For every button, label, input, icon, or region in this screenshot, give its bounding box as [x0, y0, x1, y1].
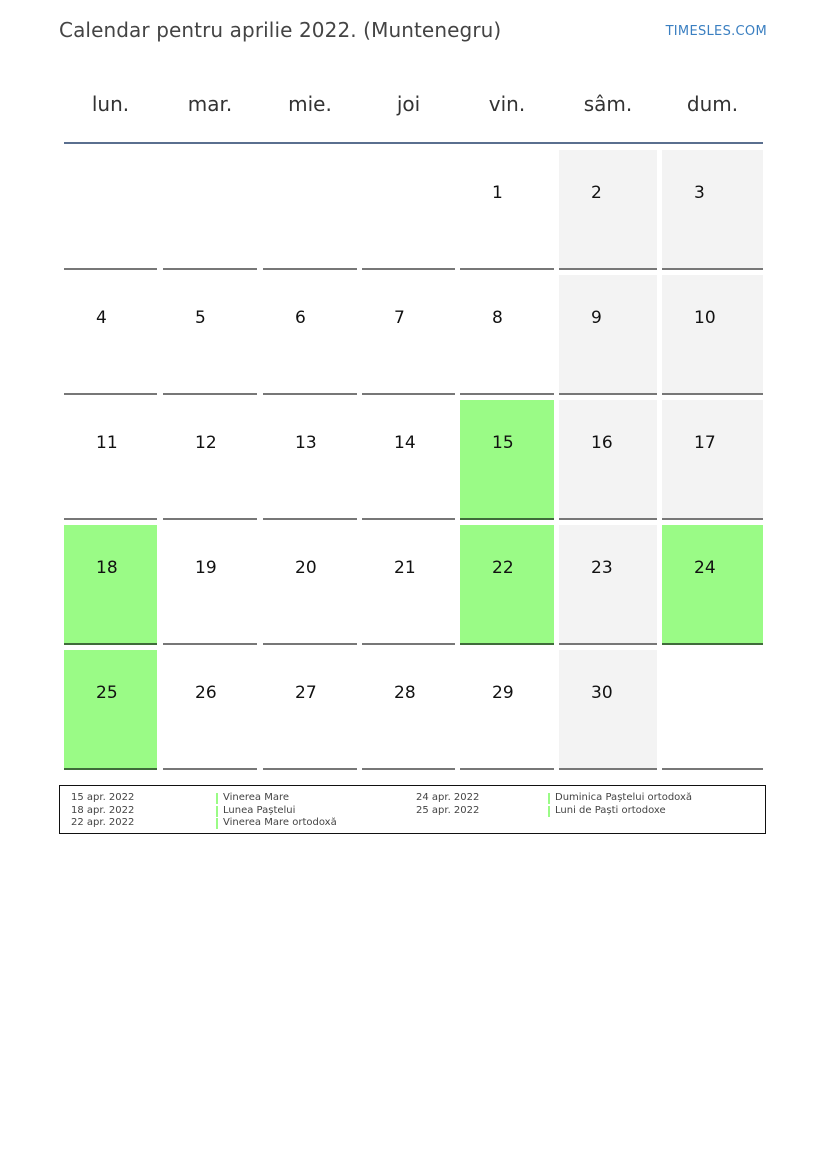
day-number: 7: [394, 308, 405, 328]
day-number: 1: [492, 183, 503, 203]
day-number: 11: [96, 433, 118, 453]
weekday-label: mie.: [288, 92, 332, 116]
weekday-label: sâm.: [583, 92, 633, 116]
day-cell[interactable]: [460, 150, 554, 270]
day-cell[interactable]: [163, 650, 257, 770]
day-number: 25: [96, 683, 118, 703]
header-divider: [64, 142, 763, 144]
day-cell[interactable]: [362, 400, 455, 520]
day-cell[interactable]: [263, 400, 357, 520]
day-number: 13: [295, 433, 317, 453]
day-number: 14: [394, 433, 416, 453]
day-number: 4: [96, 308, 107, 328]
legend-holiday-name: Lunea Paștelui: [223, 804, 296, 816]
day-cell[interactable]: [559, 650, 657, 770]
day-number: 21: [394, 558, 416, 578]
legend-holiday-name: Vinerea Mare: [223, 792, 290, 803]
weekday-label: mar.: [187, 92, 233, 116]
day-cell[interactable]: [662, 400, 763, 520]
day-cell[interactable]: [662, 150, 763, 270]
day-number: 9: [591, 308, 602, 328]
day-cell[interactable]: [460, 400, 554, 520]
day-number: 3: [694, 183, 705, 203]
weekday-label: joi: [396, 92, 421, 116]
day-number: 5: [195, 308, 206, 328]
legend-date: 25 apr. 2022: [416, 804, 480, 816]
legend-date: 15 apr. 2022: [71, 792, 135, 803]
day-cell[interactable]: [460, 275, 554, 395]
legend-holiday-name: Vinerea Mare ortodoxă: [223, 817, 337, 828]
day-cell[interactable]: [163, 400, 257, 520]
day-number: 23: [591, 558, 613, 578]
day-number: 15: [492, 433, 514, 453]
day-number: 19: [195, 558, 217, 578]
day-number: 8: [492, 308, 503, 328]
holiday-legend: [59, 785, 766, 834]
weekday-label: dum.: [686, 92, 739, 116]
day-cell[interactable]: [263, 650, 357, 770]
day-cell[interactable]: [559, 275, 657, 395]
day-cell[interactable]: [460, 525, 554, 645]
day-cell[interactable]: [362, 650, 455, 770]
day-number: 18: [96, 558, 118, 578]
page-title: Calendar pentru aprilie 2022. (Muntenegru): [59, 18, 502, 42]
day-cell[interactable]: [64, 650, 157, 770]
brand-link[interactable]: TIMESLES.COM: [665, 24, 767, 39]
weekday-label: lun.: [91, 92, 130, 116]
empty-day-cell: [64, 150, 157, 270]
day-number: 2: [591, 183, 602, 203]
day-cell[interactable]: [362, 525, 455, 645]
day-number: 17: [694, 433, 716, 453]
day-cell[interactable]: [64, 525, 157, 645]
day-cell[interactable]: [263, 275, 357, 395]
day-number: 6: [295, 308, 306, 328]
day-number: 26: [195, 683, 217, 703]
day-cell[interactable]: [559, 525, 657, 645]
day-cell[interactable]: [64, 275, 157, 395]
day-number: 22: [492, 558, 514, 578]
legend-date: 22 apr. 2022: [71, 817, 135, 828]
day-cell[interactable]: [362, 275, 455, 395]
day-number: 30: [591, 683, 613, 703]
empty-day-cell: [662, 650, 763, 770]
day-number: 28: [394, 683, 416, 703]
day-cell[interactable]: [163, 275, 257, 395]
legend-date: 18 apr. 2022: [71, 804, 135, 816]
day-number: 16: [591, 433, 613, 453]
weekday-label: vin.: [488, 92, 526, 116]
day-number: 27: [295, 683, 317, 703]
day-number: 12: [195, 433, 217, 453]
day-cell[interactable]: [460, 650, 554, 770]
day-cell[interactable]: [64, 400, 157, 520]
day-number: 10: [694, 308, 716, 328]
empty-day-cell: [163, 150, 257, 270]
day-cell[interactable]: [163, 525, 257, 645]
day-number: 24: [694, 558, 716, 578]
day-cell[interactable]: [662, 275, 763, 395]
day-number: 29: [492, 683, 514, 703]
weekday-header: [64, 86, 764, 122]
day-cell[interactable]: [662, 525, 763, 645]
day-number: 20: [295, 558, 317, 578]
legend-date: 24 apr. 2022: [416, 792, 480, 803]
day-cell[interactable]: [559, 400, 657, 520]
empty-day-cell: [263, 150, 357, 270]
legend-holiday-name: Luni de Paști ortodoxe: [555, 804, 666, 816]
empty-day-cell: [362, 150, 455, 270]
day-cell[interactable]: [559, 150, 657, 270]
day-cell[interactable]: [263, 525, 357, 645]
legend-holiday-name: Duminica Paștelui ortodoxă: [555, 792, 693, 803]
